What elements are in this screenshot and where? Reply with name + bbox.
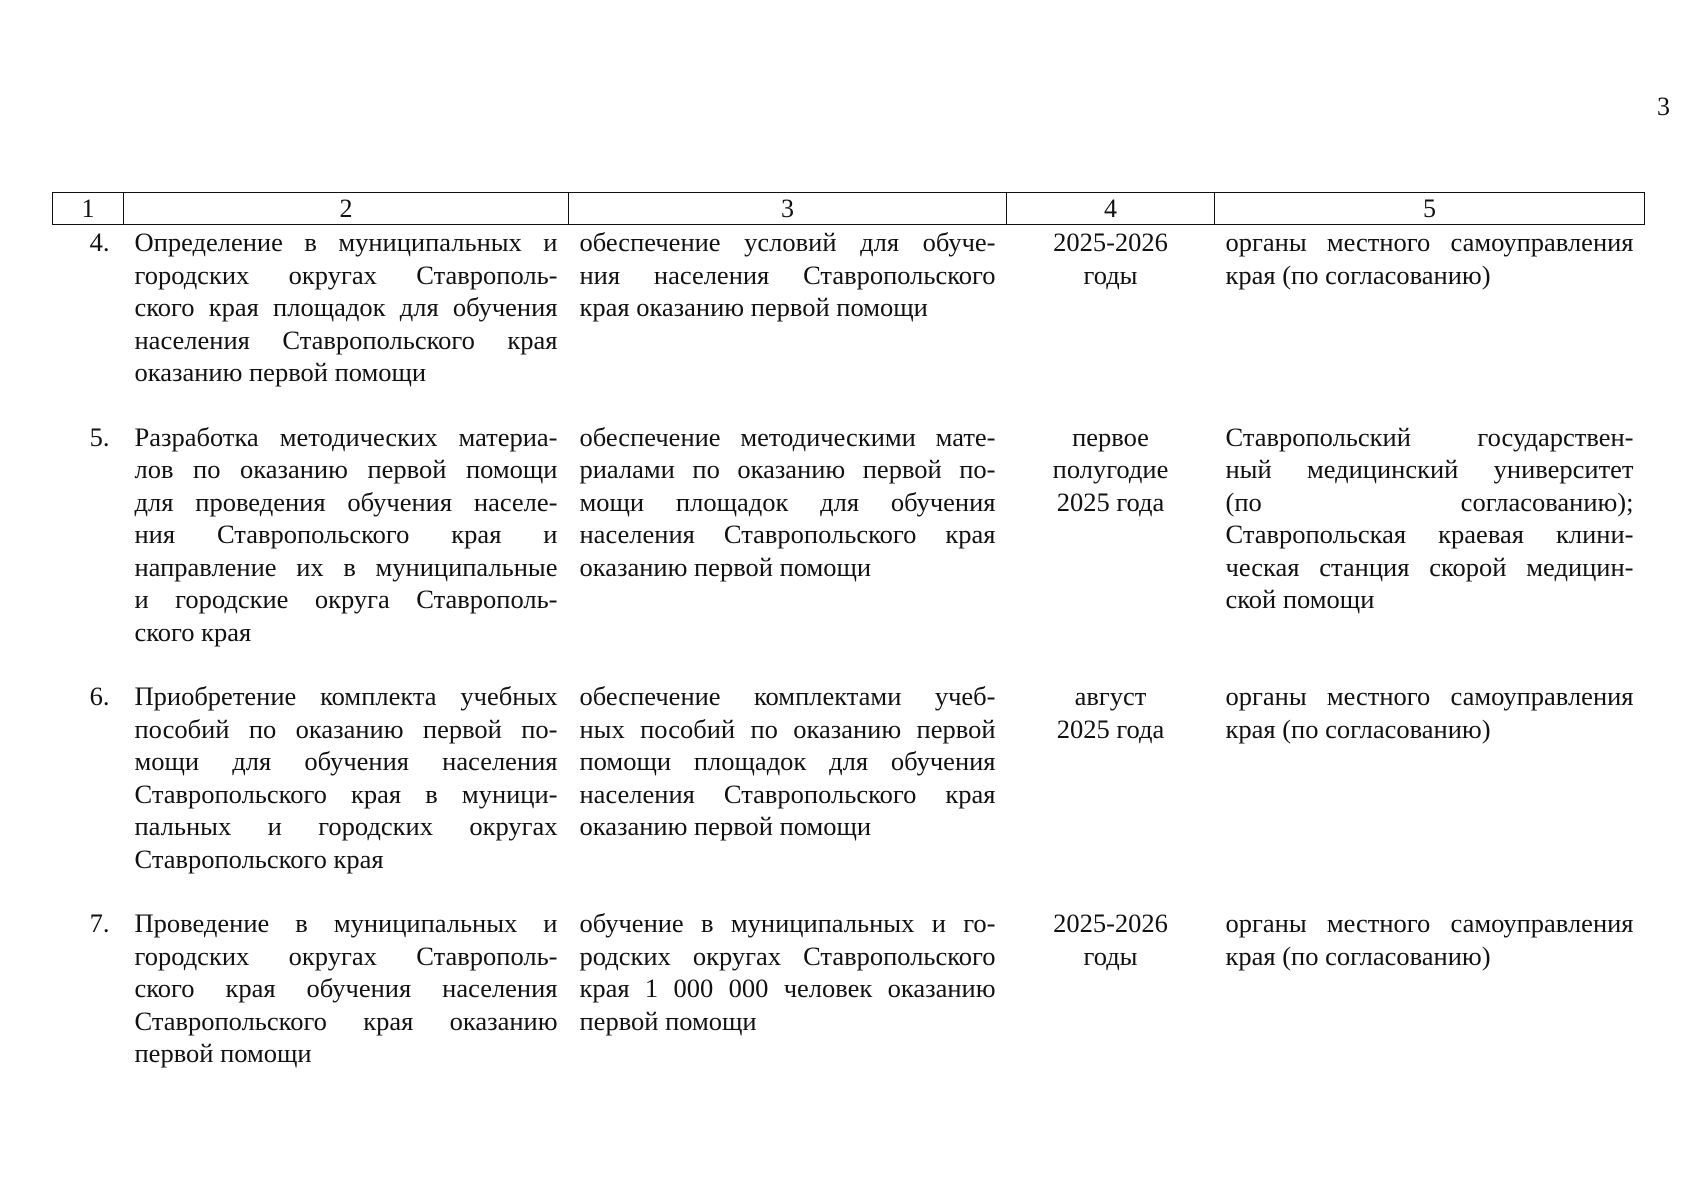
term-cell-line: годы bbox=[1083, 940, 1138, 971]
result-cell-line: ния населения Ставропольского bbox=[579, 259, 996, 290]
result-cell bbox=[569, 421, 1007, 681]
executor-cell-line: края (по согласованию) bbox=[1225, 259, 1491, 290]
row-number: 4. bbox=[89, 227, 110, 257]
table-body bbox=[53, 225, 1645, 1102]
event-cell bbox=[124, 421, 569, 681]
table-header bbox=[53, 193, 1645, 225]
executor-cell-line: Ставропольский государствен- bbox=[1225, 421, 1634, 452]
term-cell bbox=[1007, 680, 1215, 907]
event-cell-line: Ставропольского края в муници- bbox=[134, 778, 558, 809]
event-cell-line: первой помощи bbox=[134, 1038, 312, 1068]
column-number-3: 3 bbox=[569, 193, 1007, 225]
column-number-4: 4 bbox=[1007, 193, 1215, 225]
event-cell bbox=[124, 680, 569, 907]
result-cell-line: ных пособий по оказанию первой bbox=[579, 713, 996, 744]
executor-cell-line: ческая станция скорой медицин- bbox=[1225, 551, 1634, 582]
event-cell-line: населения Ставропольского края bbox=[134, 324, 558, 355]
result-cell-line: риалами по оказанию первой по- bbox=[579, 454, 996, 484]
result-cell-line: населения Ставропольского края bbox=[579, 778, 996, 809]
event-cell-line: Ставропольского края оказанию bbox=[134, 1005, 558, 1036]
row-number: 6. bbox=[89, 681, 110, 711]
result-cell-line: мощи площадок для обучения bbox=[579, 486, 996, 517]
executor-cell-line: края (по согласованию) bbox=[1225, 713, 1491, 744]
event-cell-line: городских округах Ставрополь- bbox=[134, 940, 558, 971]
term-cell-line: 2025 года bbox=[1056, 713, 1165, 744]
event-cell-line: Разработка методических материа- bbox=[134, 421, 558, 452]
event-cell-line: Приобретение комплекта учебных bbox=[134, 681, 558, 711]
result-cell-line: обеспечение методическими мате- bbox=[579, 421, 996, 452]
result-cell-line: обеспечение условий для обуче- bbox=[579, 227, 996, 257]
event-cell-line: и городские округа Ставрополь- bbox=[134, 584, 558, 614]
result-cell bbox=[569, 907, 1007, 1102]
row-number: 5. bbox=[89, 421, 110, 452]
row-number: 7. bbox=[89, 908, 110, 938]
term-cell-line: полугодие bbox=[1052, 454, 1169, 484]
result-cell-line: населения Ставропольского края bbox=[579, 519, 996, 549]
term-cell-line: годы bbox=[1083, 259, 1138, 290]
result-cell-line: края оказанию первой помощи bbox=[579, 292, 928, 322]
event-cell-line: Ставропольского края bbox=[134, 843, 384, 874]
event-cell-line: Определение в муниципальных и bbox=[134, 227, 558, 257]
executor-cell-line: Ставропольская краевая клини- bbox=[1225, 519, 1634, 549]
event-cell bbox=[124, 225, 569, 421]
event-cell-line: оказанию первой помощи bbox=[134, 357, 427, 387]
executor-cell-line: края (по согласованию) bbox=[1225, 940, 1491, 971]
event-cell-line: пальных и городских округах bbox=[134, 811, 558, 841]
executor-cell bbox=[1215, 421, 1645, 681]
table-row bbox=[53, 225, 1645, 421]
result-cell-line: оказанию первой помощи bbox=[579, 811, 872, 841]
term-cell-line: 2025 года bbox=[1056, 486, 1165, 517]
event-cell-line: для проведения обучения населе- bbox=[134, 486, 558, 517]
event-cell-line: ского края площадок для обучения bbox=[134, 292, 558, 322]
page-number: 3 bbox=[1657, 92, 1670, 121]
column-number-2: 2 bbox=[124, 193, 569, 225]
term-cell-line: 2025-2026 bbox=[1053, 908, 1168, 938]
result-cell bbox=[569, 225, 1007, 421]
result-cell-line: помощи площадок для обучения bbox=[579, 746, 996, 776]
result-cell-line: родских округах Ставропольского bbox=[579, 940, 996, 971]
result-cell-line: первой помощи bbox=[579, 1005, 757, 1036]
column-number-5: 5 bbox=[1215, 193, 1645, 225]
event-cell-line: пособий по оказанию первой по- bbox=[134, 713, 558, 744]
term-cell-line: 2025-2026 bbox=[1053, 227, 1168, 257]
event-cell-line: направление их в муниципальные bbox=[134, 551, 558, 582]
event-cell-line: Проведение в муниципальных и bbox=[134, 908, 558, 938]
event-cell bbox=[124, 907, 569, 1102]
event-cell-line: ния Ставропольского края и bbox=[134, 519, 558, 549]
term-cell bbox=[1007, 421, 1215, 681]
table-row bbox=[53, 907, 1645, 1102]
executor-cell-line: ный медицинский университет bbox=[1225, 454, 1634, 484]
result-cell-line: обучение в муниципальных и го- bbox=[579, 908, 996, 938]
executor-cell-line: (по согласованию); bbox=[1225, 486, 1634, 517]
executor-cell-line: органы местного самоуправления bbox=[1225, 227, 1634, 257]
event-cell-line: городских округах Ставрополь- bbox=[134, 259, 558, 290]
executor-cell-line: ской помощи bbox=[1225, 584, 1375, 614]
executor-cell bbox=[1215, 907, 1645, 1102]
event-cell-line: ского края bbox=[134, 616, 252, 647]
event-cell-line: мощи для обучения населения bbox=[134, 746, 558, 776]
result-cell-line: края 1 000 000 человек оказанию bbox=[579, 973, 996, 1003]
event-cell-line: лов по оказанию первой помощи bbox=[134, 454, 558, 484]
term-cell-line: август bbox=[1074, 681, 1147, 711]
term-cell-line: первое bbox=[1072, 421, 1149, 452]
result-cell-line: оказанию первой помощи bbox=[579, 551, 872, 582]
column-number-row bbox=[53, 193, 1645, 225]
term-cell bbox=[1007, 907, 1215, 1102]
table-row bbox=[53, 680, 1645, 907]
executor-cell bbox=[1215, 680, 1645, 907]
table-row bbox=[53, 421, 1645, 681]
executor-cell-line: органы местного самоуправления bbox=[1225, 681, 1634, 711]
result-cell-line: обеспечение комплектами учеб- bbox=[579, 681, 996, 711]
term-cell bbox=[1007, 225, 1215, 421]
executor-cell-line: органы местного самоуправления bbox=[1225, 908, 1634, 938]
result-cell bbox=[569, 680, 1007, 907]
activities-table bbox=[52, 192, 1645, 1102]
executor-cell bbox=[1215, 225, 1645, 421]
event-cell-line: ского края обучения населения bbox=[134, 973, 558, 1003]
column-number-1: 1 bbox=[53, 193, 124, 225]
